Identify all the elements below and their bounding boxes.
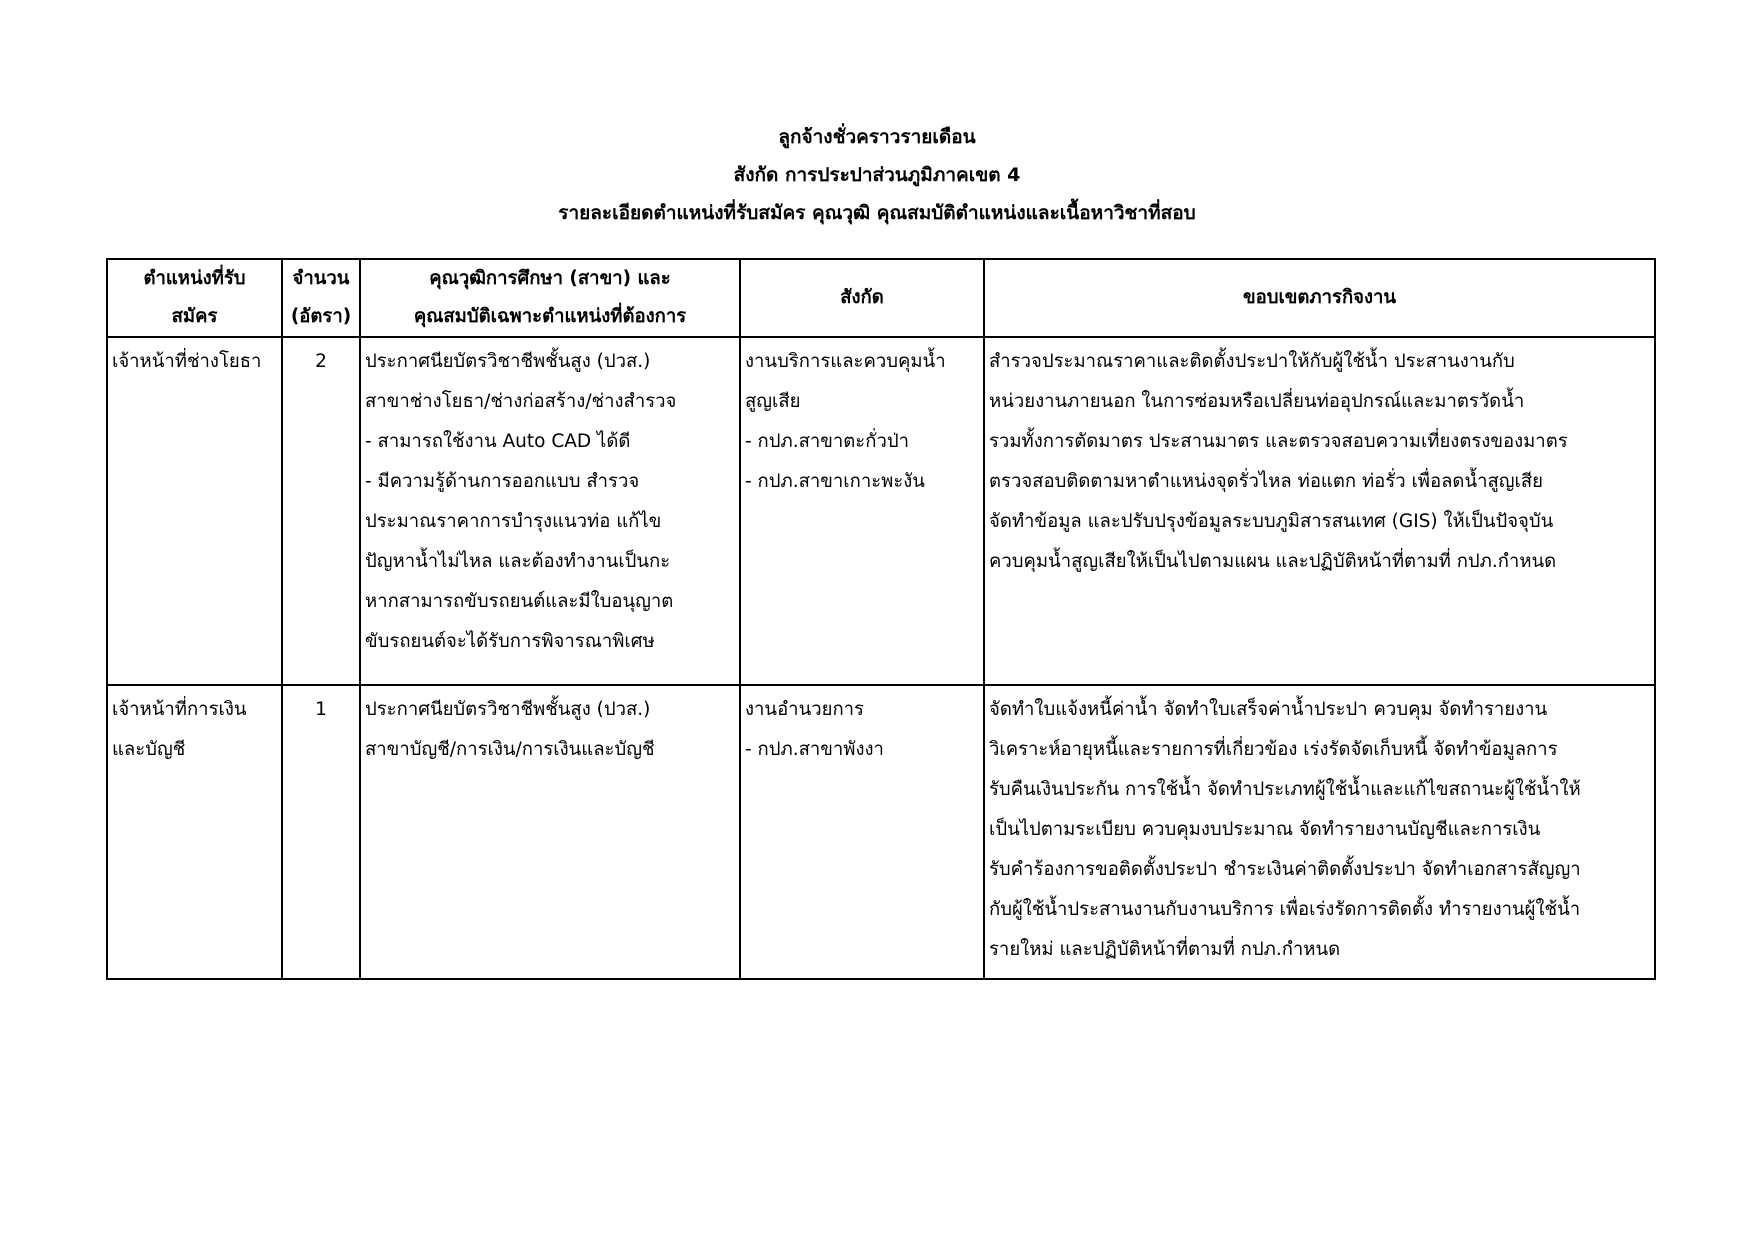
document-title: ลูกจ้างชั่วคราวรายเดือน xyxy=(778,126,976,148)
header-text: คุณสมบัติเฉพาะตำแหน่งที่ต้องการ xyxy=(413,306,687,327)
column-header-qualification xyxy=(360,259,740,337)
header-text: คุณวุฒิการศึกษา (สาขา) และ xyxy=(429,268,671,289)
qualification-cell xyxy=(360,337,740,685)
qualification-cell xyxy=(360,685,740,979)
cell-text: - มีความรู้ด้านการออกแบบ สำรวจ xyxy=(365,471,640,492)
table-row xyxy=(107,685,1655,979)
cell-text: รวมทั้งการตัดมาตร ประสานมาตร และตรวจสอบความเที่ยงตรงของมาตร xyxy=(989,431,1568,452)
column-header-affiliation xyxy=(740,259,984,337)
cell-text: 1 xyxy=(315,699,327,720)
cell-text: ควบคุมน้ำสูญเสียให้เป็นไปตามแผน และปฏิบัติหน้าที่ตามที่ กปภ.กำหนด xyxy=(989,551,1557,572)
cell-text: - กปภ.สาขาเกาะพะงัน xyxy=(745,471,925,492)
cell-text: ประกาศนียบัตรวิชาชีพชั้นสูง (ปวส.) xyxy=(365,699,651,720)
cell-text: จัดทำใบแจ้งหนี้ค่าน้ำ จัดทำใบเสร็จค่าน้ำประปา ควบคุม จัดทำรายงาน xyxy=(989,699,1548,720)
cell-text: วิเคราะห์อายุหนี้และรายการที่เกี่ยวข้อง เร่งรัดจัดเก็บหนี้ จัดทำข้อมูลการ xyxy=(989,739,1558,760)
cell-text: เจ้าหน้าที่การเงิน xyxy=(112,699,247,720)
cell-text: และบัญชี xyxy=(112,739,186,760)
cell-text: สูญเสีย xyxy=(745,391,801,412)
cell-text: หากสามารถขับรถยนต์และมีใบอนุญาต xyxy=(365,591,674,612)
table-header-row xyxy=(107,259,1655,337)
cell-text: ประกาศนียบัตรวิชาชีพชั้นสูง (ปวส.) xyxy=(365,351,651,372)
header-text: ขอบเขตภารกิจงาน xyxy=(1242,287,1397,308)
scope-cell xyxy=(984,337,1655,685)
header-text: ตำแหน่งที่รับ xyxy=(143,268,246,289)
position-cell xyxy=(107,337,282,685)
cell-text: จัดทำข้อมูล และปรับปรุงข้อมูลระบบภูมิสารสนเทศ (GIS) ให้เป็นปัจจุบัน xyxy=(989,511,1554,532)
scope-cell xyxy=(984,685,1655,979)
cell-text: งานอำนวยการ xyxy=(745,699,864,720)
cell-text: งานบริการและควบคุมน้ำ xyxy=(745,351,946,372)
affiliation-cell xyxy=(740,685,984,979)
column-header-scope xyxy=(984,259,1655,337)
cell-text: ประมาณราคาการบำรุงแนวท่อ แก้ไข xyxy=(365,511,662,532)
cell-text: สาขาช่างโยธา/ช่างก่อสร้าง/ช่างสำรวจ xyxy=(365,391,677,412)
cell-text: รับคืนเงินประกัน การใช้น้ำ จัดทำประเภทผู้ใช้น้ำและแก้ไขสถานะผู้ใช้น้ำให้ xyxy=(989,779,1581,800)
document-header xyxy=(0,118,1754,232)
cell-text: ปัญหาน้ำไม่ไหล และต้องทำงานเป็นกะ xyxy=(365,551,671,572)
positions-table xyxy=(106,258,1656,980)
header-text: สมัคร xyxy=(171,306,218,327)
cell-text: 2 xyxy=(315,351,327,372)
cell-text: ขับรถยนต์จะได้รับการพิจารณาพิเศษ xyxy=(365,631,655,652)
cell-text: เจ้าหน้าที่ช่างโยธา xyxy=(112,351,262,372)
column-header-position xyxy=(107,259,282,337)
position-cell xyxy=(107,685,282,979)
cell-text: สาขาบัญชี/การเงิน/การเงินและบัญชี xyxy=(365,739,655,760)
cell-text: - กปภ.สาขาตะกั่วป่า xyxy=(745,431,909,452)
cell-text: - กปภ.สาขาพังงา xyxy=(745,739,884,760)
header-text: สังกัด xyxy=(840,287,884,308)
cell-text: รับคำร้องการขอติดตั้งประปา ชำระเงินค่าติดตั้งประปา จัดทำเอกสารสัญญา xyxy=(989,859,1581,880)
count-cell xyxy=(282,685,360,979)
cell-text: รายใหม่ และปฏิบัติหน้าที่ตามที่ กปภ.กำหนด xyxy=(989,939,1341,960)
document-subtitle-details: รายละเอียดตำแหน่งที่รับสมัคร คุณวุฒิ คุณสมบัติตำแหน่งและเนื้อหาวิชาที่สอบ xyxy=(558,202,1196,224)
cell-text: - สามารถใช้งาน Auto CAD ได้ดี xyxy=(365,431,631,452)
table-row xyxy=(107,337,1655,685)
header-text: (อัตรา) xyxy=(290,306,352,327)
column-header-count xyxy=(282,259,360,337)
cell-text: เป็นไปตามระเบียบ ควบคุมงบประมาณ จัดทำรายงานบัญชีและการเงิน xyxy=(989,819,1541,840)
count-cell xyxy=(282,337,360,685)
cell-text: สำรวจประมาณราคาและติดตั้งประปาให้กับผู้ใช้น้ำ ประสานงานกับ xyxy=(989,351,1515,372)
header-text: จำนวน xyxy=(292,268,350,289)
cell-text: กับผู้ใช้น้ำประสานงานกับงานบริการ เพื่อเร่งรัดการติดตั้ง ทำรายงานผู้ใช้น้ำ xyxy=(989,899,1581,920)
affiliation-cell xyxy=(740,337,984,685)
cell-text: ตรวจสอบติดตามหาตำแหน่งจุดรั่วไหล ท่อแตก ท่อรั่ว เพื่อลดน้ำสูญเสีย xyxy=(989,471,1543,492)
document-subtitle-affiliation: สังกัด การประปาส่วนภูมิภาคเขต 4 xyxy=(733,164,1021,186)
cell-text: หน่วยงานภายนอก ในการซ่อมหรือเปลี่ยนท่ออุปกรณ์และมาตรวัดน้ำ xyxy=(989,391,1525,412)
